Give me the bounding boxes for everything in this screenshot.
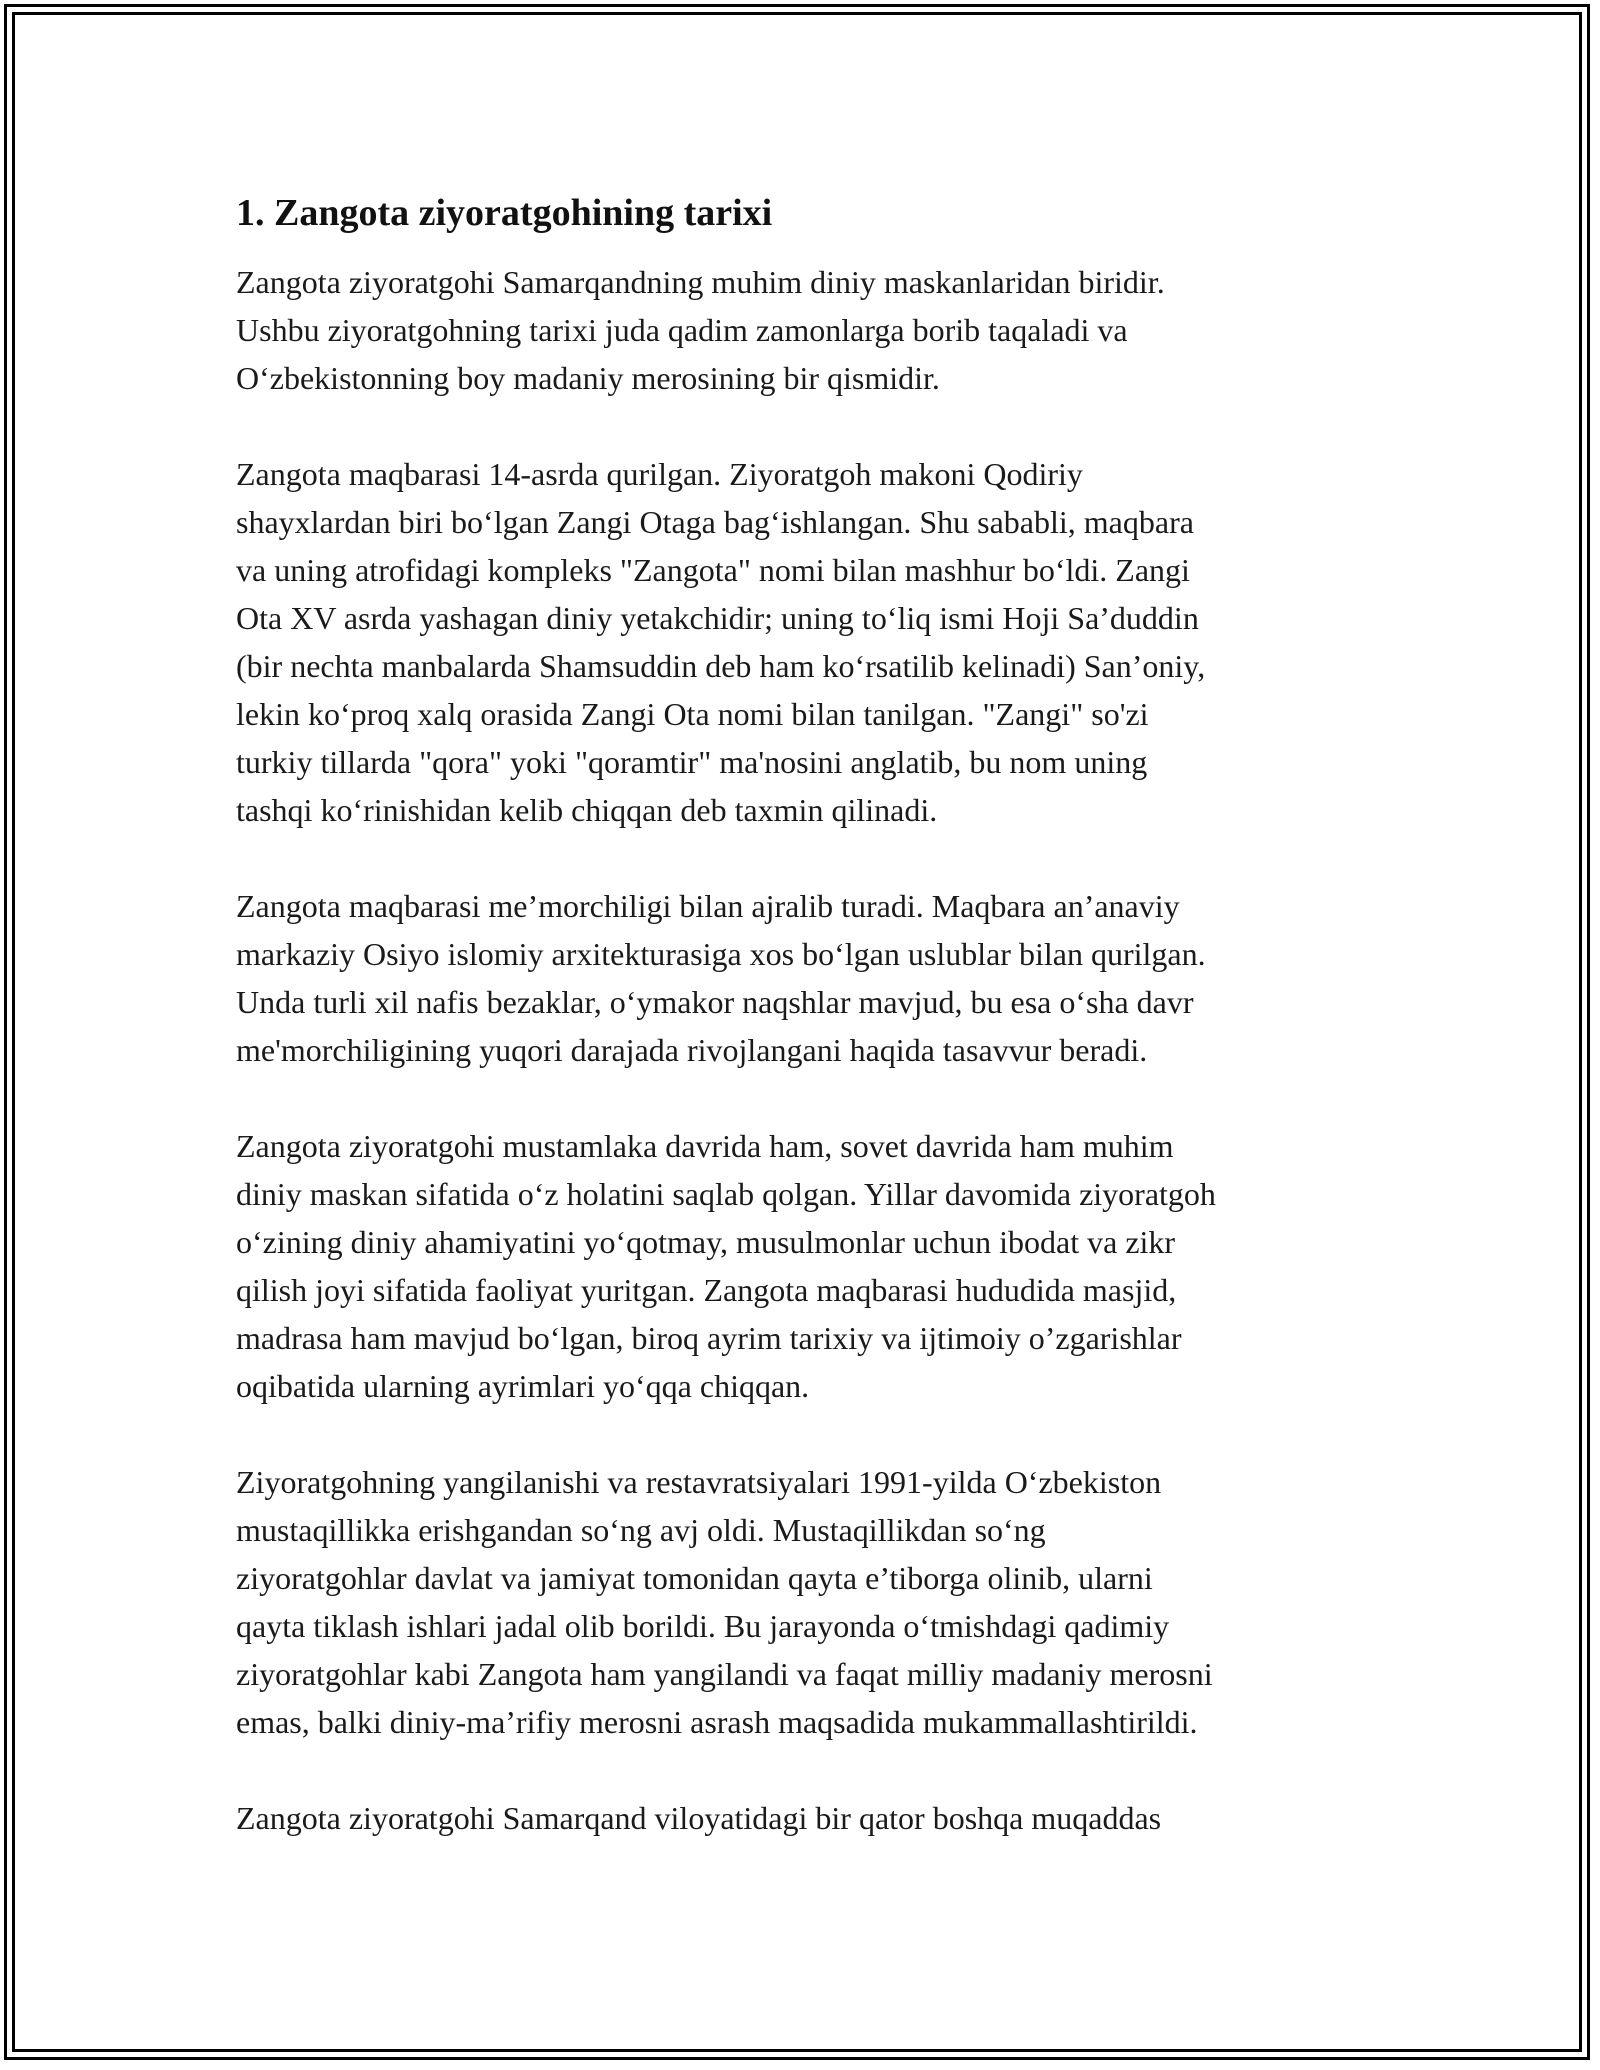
paragraph-history: Zangota maqbarasi 14-asrda qurilgan. Ziyoratgoh makoni Qodiriy shayxlardan biri bo‘lgan Zangi Otaga bag‘ishlangan. Shu sababli, maqbara va uning atrofidagi kompleks "Zangota" nomi bilan mashhur bo‘ldi. Zangi Ota XV asrda yashagan diniy yetakchidir; uning to‘liq ismi Hoji Sa’duddin (bir nechta manbalarda Shamsuddin deb ham ko‘rsatilib kelinadi) San’oniy, lekin ko‘proq xalq orasida Zangi Ota nomi bilan tanilgan. "Zangi" so'zi turkiy tillarda "qora" yoki "qoramtir" ma'nosini anglatib, bu nom uning tashqi ko‘rinishidan kelib chiqqan deb taxmin qilinadi.: [236, 456, 1206, 828]
document-body: [236, 188, 1386, 1890]
paragraph-continuation: Zangota ziyoratgohi Samarqand viloyatidagi bir qator boshqa muqaddas: [236, 1800, 1162, 1836]
paragraph-intro: Zangota ziyoratgohi Samarqandning muhim diniy maskanlaridan biridir. Ushbu ziyoratgohning tarixi juda qadim zamonlarga borib taqaladi va O‘zbekistonning boy madaniy merosining bir qismidir.: [236, 264, 1165, 396]
section-heading: 1. Zangota ziyoratgohining tarixi: [236, 192, 773, 234]
paragraph-restoration: Ziyoratgohning yangilanishi va restavratsiyalari 1991-yilda O‘zbekiston mustaqillikka erishgandan so‘ng avj oldi. Mustaqillikdan so‘ng ziyoratgohlar davlat va jamiyat tomonidan qayta e’tiborga olinib, ularni qayta tiklash ishlari jadal olib borildi. Bu jarayonda o‘tmishdagi qadimiy ziyoratgohlar kabi Zangota ham yangilandi va faqat milliy madaniy merosni emas, balki diniy-ma’rifiy merosni asrash maqsadida mukammallashtirildi.: [236, 1464, 1213, 1740]
paragraph-architecture: Zangota maqbarasi me’morchiligi bilan ajralib turadi. Maqbara an’anaviy markaziy Osiyo islomiy arxitekturasiga xos bo‘lgan uslublar bilan qurilgan. Unda turli xil nafis bezaklar, o‘ymakor naqshlar mavjud, bu esa o‘sha davr me'morchiligining yuqori darajada rivojlangani haqida tasavvur beradi.: [236, 888, 1206, 1068]
paragraph-soviet-period: Zangota ziyoratgohi mustamlaka davrida ham, sovet davrida ham muhim diniy maskan sifatida o‘z holatini saqlab qolgan. Yillar davomida ziyoratgoh o‘zining diniy ahamiyatini yo‘qotmay, musulmonlar uchun ibodat va zikr qilish joyi sifatida faoliyat yuritgan. Zangota maqbarasi hududida masjid, madrasa ham mavjud bo‘lgan, biroq ayrim tarixiy va ijtimoiy o’zgarishlar oqibatida ularning ayrimlari yo‘qqa chiqqan.: [236, 1128, 1216, 1404]
